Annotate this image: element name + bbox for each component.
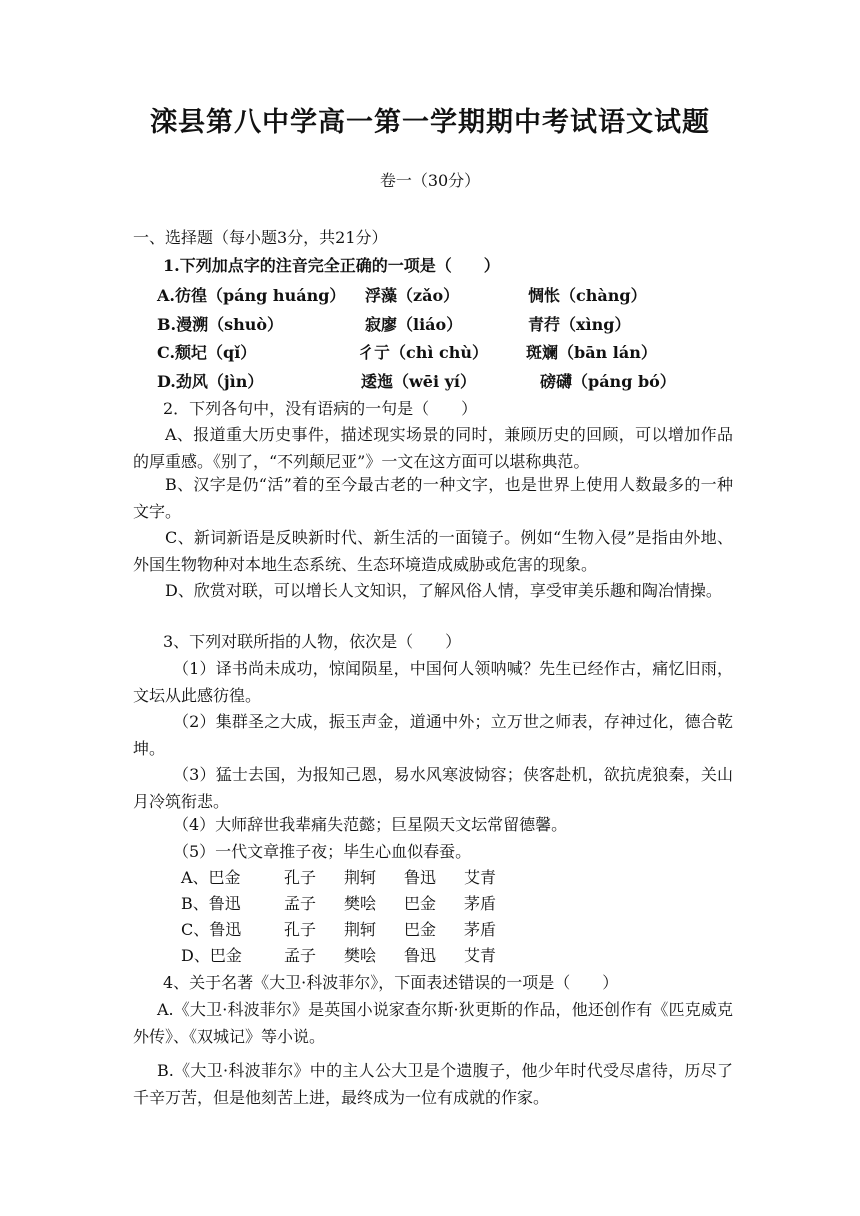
q2-option-c: C、新词新语是反映新时代、新生活的一面镜子。例如“生物入侵”是指由外地、外国生物物种对本地生态系统、生态环境造成威胁或危害的现象。 (133, 528, 733, 574)
q3-option-d-name-4: 鲁迅 (404, 946, 437, 965)
q1-option-c-3: 斑斓（bān lán） (526, 343, 657, 362)
q2-option-b: B、汉字是仍“活”着的至今最古老的一种文字，也是世界上使用人数最多的一种文字。 (133, 475, 733, 521)
q3-option-c-name-4: 巴金 (404, 920, 437, 939)
q3-couplet-1: （1）译书尚未成功，惊闻陨星，中国何人领呐喊？先生已经作古，痛忆旧雨，文坛从此感彷徨。 (133, 659, 733, 705)
q3-option-a-name-1: A、巴金 (181, 868, 241, 887)
q1-option-d-1: D.劲风（jìn） (157, 372, 264, 391)
question-2-stem: 2．下列各句中，没有语病的一句是（ ） (163, 399, 478, 418)
q4-option-a: A.《大卫·科波菲尔》是英国小说家查尔斯·狄更斯的作品，他还创作有《匹克威克外传》、《双城记》等小说。 (133, 1000, 733, 1046)
q1-option-a-1: A.彷徨（páng huáng） (157, 286, 346, 305)
q1-option-a-3: 惆怅（chàng） (528, 286, 647, 305)
exam-title: 滦县第八中学高一第一学期期中考试语文试题 (150, 107, 710, 138)
q3-option-c-name-5: 茅盾 (464, 920, 497, 939)
q1-option-d-3: 磅礴（páng bó） (540, 372, 676, 391)
q3-option-c-name-2: 孔子 (284, 920, 317, 939)
volume-subtitle: 卷一（30分） (379, 171, 481, 190)
q3-option-d-name-2: 孟子 (284, 946, 317, 965)
q1-option-b-1: B.漫溯（shuò） (157, 315, 284, 334)
q2-option-d: D、欣赏对联，可以增长人文知识，了解风俗人情，享受审美乐趣和陶冶情操。 (165, 581, 722, 600)
question-1-stem: 1.下列加点字的注音完全正确的一项是（ ） (163, 256, 500, 275)
q3-option-a-name-5: 艾青 (464, 868, 497, 887)
q1-option-a-2: 浮藻（zǎo） (365, 286, 460, 305)
q1-option-b-2: 寂廖（liáo） (365, 315, 463, 334)
q3-couplet-4: （4）大师辞世我辈痛失范懿；巨星陨天文坛常留德馨。 (173, 815, 568, 834)
q3-option-d-name-3: 樊哙 (344, 946, 377, 965)
section-heading: 一、选择题（每小题3分，共21分） (133, 228, 388, 247)
q1-option-d-2: 逶迤（wēi yí） (361, 372, 476, 391)
q3-option-a-name-3: 荆轲 (344, 868, 377, 887)
question-4-stem: 4、关于名著《大卫·科波菲尔》，下面表述错误的一项是（ ） (163, 973, 619, 992)
q4-option-b: B.《大卫·科波菲尔》中的主人公大卫是个遗腹子，他少年时代受尽虐待，历尽了千辛万苦，但是他刻苦上进，最终成为一位有成就的作家。 (133, 1061, 733, 1107)
q2-option-a: A、报道重大历史事件，描述现实场景的同时，兼顾历史的回顾，可以增加作品的厚重感。《别了，“不列颠尼亚”》一文在这方面可以堪称典范。 (133, 425, 733, 471)
q3-option-b-name-4: 巴金 (404, 894, 437, 913)
q3-option-a-name-4: 鲁迅 (404, 868, 437, 887)
q3-option-c-name-3: 荆轲 (344, 920, 377, 939)
q1-option-b-3: 青荇（xìng） (528, 315, 631, 334)
q1-option-c-2: 彳亍（chì chù） (358, 343, 489, 362)
q3-option-b-name-1: B、鲁迅 (181, 894, 241, 913)
q3-option-b-name-2: 孟子 (284, 894, 317, 913)
q3-option-d-name-5: 艾青 (464, 946, 497, 965)
q3-option-b-name-3: 樊哙 (344, 894, 377, 913)
q3-option-d-name-1: D、巴金 (181, 946, 242, 965)
q1-option-c-1: C.颓圮（qǐ） (157, 343, 257, 362)
q3-couplet-5: （5）一代文章推子夜；毕生心血似春蚕。 (173, 842, 472, 861)
q3-option-a-name-2: 孔子 (284, 868, 317, 887)
q3-couplet-3: （3）猛士去国，为报知己恩，易水风寒波恸容；侠客赴机，欲抗虎狼秦，关山月冷筑衔悲。 (133, 765, 733, 811)
q3-option-b-name-5: 茅盾 (464, 894, 497, 913)
q3-couplet-2: （2）集群圣之大成，振玉声金，道通中外；立万世之师表，存神过化，德合乾坤。 (133, 712, 733, 758)
question-3-stem: 3、下列对联所指的人物，依次是（ ） (163, 632, 462, 651)
q3-option-c-name-1: C、鲁迅 (181, 920, 242, 939)
